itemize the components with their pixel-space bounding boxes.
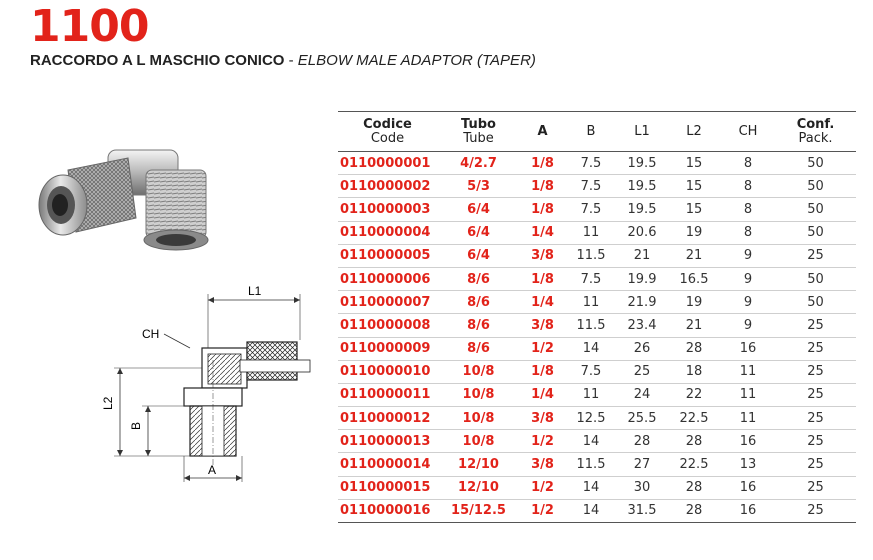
cell-ch: 8 [721,198,775,221]
cell-tubo: 8/6 [437,337,520,360]
header-code: Codice Code [338,112,437,152]
cell-l2: 15 [667,198,721,221]
cell-l2: 21 [667,244,721,267]
table-row [338,267,856,290]
cell-a: 1/4 [520,383,565,406]
cell-ch: 9 [721,267,775,290]
cell-code: 0110000014 [338,453,437,476]
header-b: B [565,112,617,152]
cell-ch: 8 [721,175,775,198]
cell-pack: 25 [775,360,856,383]
cell-tubo: 8/6 [437,267,520,290]
cell-pack: 25 [775,407,856,430]
cell-l1: 19.5 [617,152,667,175]
cell-code: 0110000012 [338,407,437,430]
cell-pack: 50 [775,152,856,175]
table-header-row [338,112,856,152]
spec-table [338,111,856,523]
cell-b: 7.5 [565,360,617,383]
cell-pack: 25 [775,337,856,360]
table-row [338,221,856,244]
cell-l2: 16.5 [667,267,721,290]
cell-a: 1/2 [520,476,565,499]
cell-tubo: 6/4 [437,198,520,221]
header-l1: L1 [617,112,667,152]
cell-ch: 16 [721,499,775,522]
cell-code: 0110000006 [338,267,437,290]
cell-l1: 19.9 [617,267,667,290]
cell-a: 1/8 [520,198,565,221]
technical-drawing [90,270,340,485]
cell-l2: 18 [667,360,721,383]
label-l2: L2 [101,396,115,410]
cell-pack: 50 [775,198,856,221]
cell-l1: 21.9 [617,291,667,314]
cell-b: 11 [565,383,617,406]
table-row [338,360,856,383]
cell-code: 0110000003 [338,198,437,221]
cell-b: 11.5 [565,244,617,267]
cell-b: 14 [565,476,617,499]
cell-l2: 28 [667,337,721,360]
header-pack: Conf. Pack. [775,112,856,152]
header-ch: CH [721,112,775,152]
table-row [338,198,856,221]
cell-pack: 50 [775,291,856,314]
header-tube: Tubo Tube [437,112,520,152]
cell-b: 11 [565,291,617,314]
table-row [338,175,856,198]
cell-a: 3/8 [520,244,565,267]
cell-l1: 31.5 [617,499,667,522]
cell-tubo: 10/8 [437,430,520,453]
cell-l1: 30 [617,476,667,499]
cell-l2: 22 [667,383,721,406]
cell-tubo: 10/8 [437,383,520,406]
cell-a: 3/8 [520,453,565,476]
cell-l1: 28 [617,430,667,453]
cell-code: 0110000001 [338,152,437,175]
table-row [338,383,856,406]
cell-a: 1/8 [520,267,565,290]
cell-tubo: 8/6 [437,291,520,314]
product-subtitle [30,52,536,69]
cell-b: 11.5 [565,314,617,337]
cell-l2: 15 [667,175,721,198]
cell-tubo: 12/10 [437,476,520,499]
table-row [338,453,856,476]
cell-pack: 25 [775,430,856,453]
cell-pack: 25 [775,453,856,476]
cell-l2: 28 [667,476,721,499]
cell-code: 0110000004 [338,221,437,244]
cell-a: 1/2 [520,337,565,360]
cell-code: 0110000011 [338,383,437,406]
cell-ch: 16 [721,476,775,499]
product-photo [28,140,228,255]
table-row [338,244,856,267]
cell-code: 0110000005 [338,244,437,267]
cell-l1: 19.5 [617,198,667,221]
cell-b: 7.5 [565,152,617,175]
cell-l1: 24 [617,383,667,406]
cell-code: 0110000010 [338,360,437,383]
table-row [338,499,856,522]
cell-l2: 19 [667,221,721,244]
cell-l2: 22.5 [667,453,721,476]
cell-b: 12.5 [565,407,617,430]
cell-a: 1/4 [520,221,565,244]
cell-l2: 15 [667,152,721,175]
cell-ch: 11 [721,383,775,406]
cell-l1: 27 [617,453,667,476]
cell-tubo: 6/4 [437,244,520,267]
cell-a: 3/8 [520,314,565,337]
product-name-italian: RACCORDO A L MASCHIO CONICO [30,52,285,69]
cell-tubo: 10/8 [437,407,520,430]
cell-code: 0110000016 [338,499,437,522]
cell-pack: 50 [775,221,856,244]
cell-code: 0110000008 [338,314,437,337]
cell-tubo: 12/10 [437,453,520,476]
cell-ch: 8 [721,152,775,175]
cell-pack: 25 [775,383,856,406]
cell-ch: 11 [721,407,775,430]
cell-ch: 16 [721,337,775,360]
cell-l1: 26 [617,337,667,360]
cell-b: 7.5 [565,267,617,290]
cell-a: 1/2 [520,430,565,453]
cell-l1: 25 [617,360,667,383]
cell-l1: 19.5 [617,175,667,198]
cell-code: 0110000013 [338,430,437,453]
table-row [338,476,856,499]
cell-code: 0110000015 [338,476,437,499]
cell-pack: 50 [775,267,856,290]
cell-b: 7.5 [565,175,617,198]
cell-ch: 11 [721,360,775,383]
cell-code: 0110000002 [338,175,437,198]
cell-ch: 9 [721,291,775,314]
cell-l2: 21 [667,314,721,337]
cell-l1: 25.5 [617,407,667,430]
cell-tubo: 10/8 [437,360,520,383]
cell-b: 14 [565,499,617,522]
cell-l1: 23.4 [617,314,667,337]
label-l1: L1 [248,284,262,298]
cell-b: 7.5 [565,198,617,221]
cell-ch: 9 [721,314,775,337]
header-a: A [520,112,565,152]
cell-a: 1/8 [520,175,565,198]
cell-l2: 19 [667,291,721,314]
cell-pack: 25 [775,314,856,337]
cell-ch: 8 [721,221,775,244]
cell-code: 0110000009 [338,337,437,360]
subtitle-separator: - [284,52,298,69]
table-row [338,152,856,175]
cell-b: 14 [565,337,617,360]
cell-a: 1/4 [520,291,565,314]
cell-a: 1/8 [520,360,565,383]
label-b: B [129,421,143,430]
table-row [338,314,856,337]
table-row [338,337,856,360]
cell-tubo: 4/2.7 [437,152,520,175]
cell-tubo: 8/6 [437,314,520,337]
cell-ch: 9 [721,244,775,267]
cell-b: 11 [565,221,617,244]
cell-b: 11.5 [565,453,617,476]
cell-tubo: 6/4 [437,221,520,244]
product-code: 1100 [30,1,149,52]
table-row [338,407,856,430]
cell-l2: 28 [667,499,721,522]
cell-pack: 50 [775,175,856,198]
cell-tubo: 15/12.5 [437,499,520,522]
cell-a: 1/8 [520,152,565,175]
table-row [338,291,856,314]
cell-ch: 13 [721,453,775,476]
cell-pack: 25 [775,499,856,522]
label-ch: CH [142,327,160,341]
header-l2: L2 [667,112,721,152]
cell-l1: 20.6 [617,221,667,244]
cell-pack: 25 [775,244,856,267]
cell-a: 3/8 [520,407,565,430]
label-a: A [208,463,217,477]
cell-l2: 28 [667,430,721,453]
product-name-english: ELBOW MALE ADAPTOR (TAPER) [297,52,536,69]
cell-ch: 16 [721,430,775,453]
cell-b: 14 [565,430,617,453]
cell-pack: 25 [775,476,856,499]
table-row [338,430,856,453]
cell-a: 1/2 [520,499,565,522]
cell-l1: 21 [617,244,667,267]
cell-code: 0110000007 [338,291,437,314]
cell-tubo: 5/3 [437,175,520,198]
cell-l2: 22.5 [667,407,721,430]
